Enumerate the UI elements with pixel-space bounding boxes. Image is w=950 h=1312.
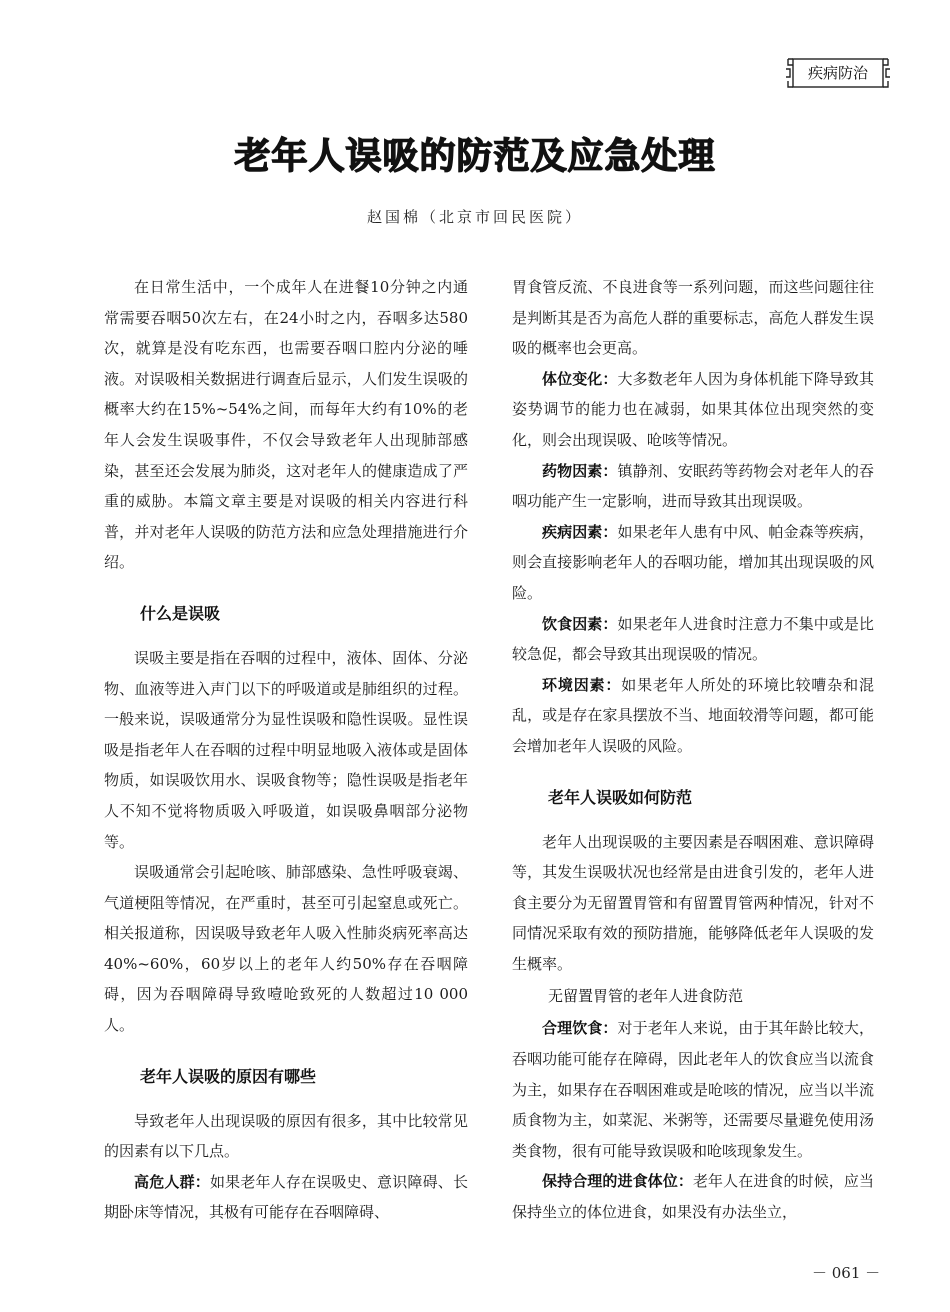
left-column [104,272,468,1228]
section-tag-label: 疾病防治 [807,64,868,82]
keyword-high-risk: 高危人群： [134,1172,210,1191]
paragraph-disease [512,517,874,609]
paragraph-diet [512,609,874,670]
paragraph-text: 如果老年人存在误吸史、意识障碍、长期卧床等情况，其极有可能存在吞咽障碍、 [104,1172,468,1222]
section-tag [785,55,891,91]
heading-causes: 老年人误吸的原因有哪些 [140,1066,317,1086]
heading-what-is-aspiration: 什么是误吸 [140,603,221,623]
paragraph-environment [512,670,874,762]
page-number: － 061 － [812,1264,881,1282]
keyword-posture: 体位变化： [542,369,618,388]
paragraph: 老年人出现误吸的主要因素是吞咽困难、意识障碍等，其发生误吸状况也经常是由进食引发的，老年人进食主要分为无留置胃管和有留置胃管两种情况，针对不同情况采取有效的预防措施，能够降低老年人误吸的发生概率。 [512,832,874,973]
paragraph-text: 如果老年人进食时注意力不集中或是比较急促，都会导致其出现误吸的情况。 [512,614,874,664]
paragraph-high-risk [104,1167,468,1228]
paragraph-text: 大多数老年人因为身体机能下降导致其姿势调节的能力也在减弱，如果其体位出现突然的变化，则会出现误吸、呛咳等情况。 [512,369,874,449]
paragraph-text: 如果老年人所处的环境比较嘈杂和混乱，或是存在家具摆放不当、地面较滑等问题，都可能会增加老年人误吸的风险。 [512,675,874,755]
heading-prevention: 老年人误吸如何防范 [548,787,693,807]
article-title: 老年人误吸的防范及应急处理 [234,136,716,177]
paragraph-posture [512,364,874,456]
paragraph-drug [512,456,874,517]
subheading-no-feeding-tube: 无留置胃管的老年人进食防范 [548,987,744,1006]
paragraph-text: 对于老年人来说，由于其年龄比较大，吞咽功能可能存在障碍，因此老年人的饮食应当以流食为主，如果存在吞咽困难或是呛咳的情况，应当以半流质食物为主，如菜泥、米粥等，还需要尽量避免使用汤类食物，很有可能导致误吸和呛咳现象发生。 [512,1019,874,1160]
paragraph-continued: 胃食管反流、不良进食等一系列问题，而这些问题往往是判断其是否为高危人群的重要标志，高危人群发生误吸的概率也会更高。 [512,278,874,358]
intro-paragraph: 在日常生活中，一个成年人在进餐10分钟之内通常需要吞咽50次左右，在24小时之内，吞咽多达580次，就算是没有吃东西，也需要吞咽口腔内分泌的唾液。对误吸相关数据进行调查后显示，人们发生误吸的概率大约在15%~54%之间，而每年大约有10%的老年人会发生误吸事件，不仅会导致老年人出现肺部感染，甚至还会发展为肺炎，这对老年人的健康造成了严重的威胁。本篇文章主要是对误吸的相关内容进行科普，并对老年人误吸的防范方法和应急处理措施进行介绍。 [104,278,468,572]
paragraph: 误吸主要是指在吞咽的过程中，液体、固体、分泌物、血液等进入声门以下的呼吸道或是肺组织的过程。一般来说，误吸通常分为显性误吸和隐性误吸。显性误吸是指老年人在吞咽的过程中明显地吸入液体或是固体物质，如误吸饮用水、误吸食物等；隐性误吸是指老年人不知不觉将物质吸入呼吸道，如误吸鼻咽部分泌物等。 [104,648,468,851]
keyword-drug: 药物因素： [542,461,618,480]
paragraph-reasonable-diet [512,1013,874,1166]
keyword-eating-posture: 保持合理的进食体位： [542,1172,693,1191]
keyword-environment: 环境因素： [542,675,622,694]
keyword-reasonable-diet: 合理饮食： [542,1019,618,1038]
paragraph: 导致老年人出现误吸的原因有很多，其中比较常见的因素有以下几点。 [104,1111,468,1161]
paragraph-text: 镇静剂、安眠药等药物会对老年人的吞咽功能产生一定影响，进而导致其出现误吸。 [512,461,874,511]
keyword-disease: 疾病因素： [542,522,618,541]
paragraph: 误吸通常会引起呛咳、肺部感染、急性呼吸衰竭、气道梗阻等情况，在严重时，甚至可引起窒息或死亡。相关报道称，因误吸导致老年人吸入性肺炎病死率高达40%~60%，60岁以上的老年人约50%存在吞咽障碍，因为吞咽障碍导致噎呛致死的人数超过10 000人。 [104,863,468,1035]
paragraph-text: 老年人在进食的时候，应当保持坐立的体位进食，如果没有办法坐立， [512,1172,874,1222]
paragraph-eating-posture [512,1166,874,1227]
keyword-diet: 饮食因素： [542,614,618,633]
right-column [512,272,874,1228]
paragraph-text: 如果老年人患有中风、帕金森等疾病，则会直接影响老年人的吞咽功能，增加其出现误吸的风险。 [512,522,874,602]
author-byline: 赵国棉（北京市回民医院） [366,208,583,226]
